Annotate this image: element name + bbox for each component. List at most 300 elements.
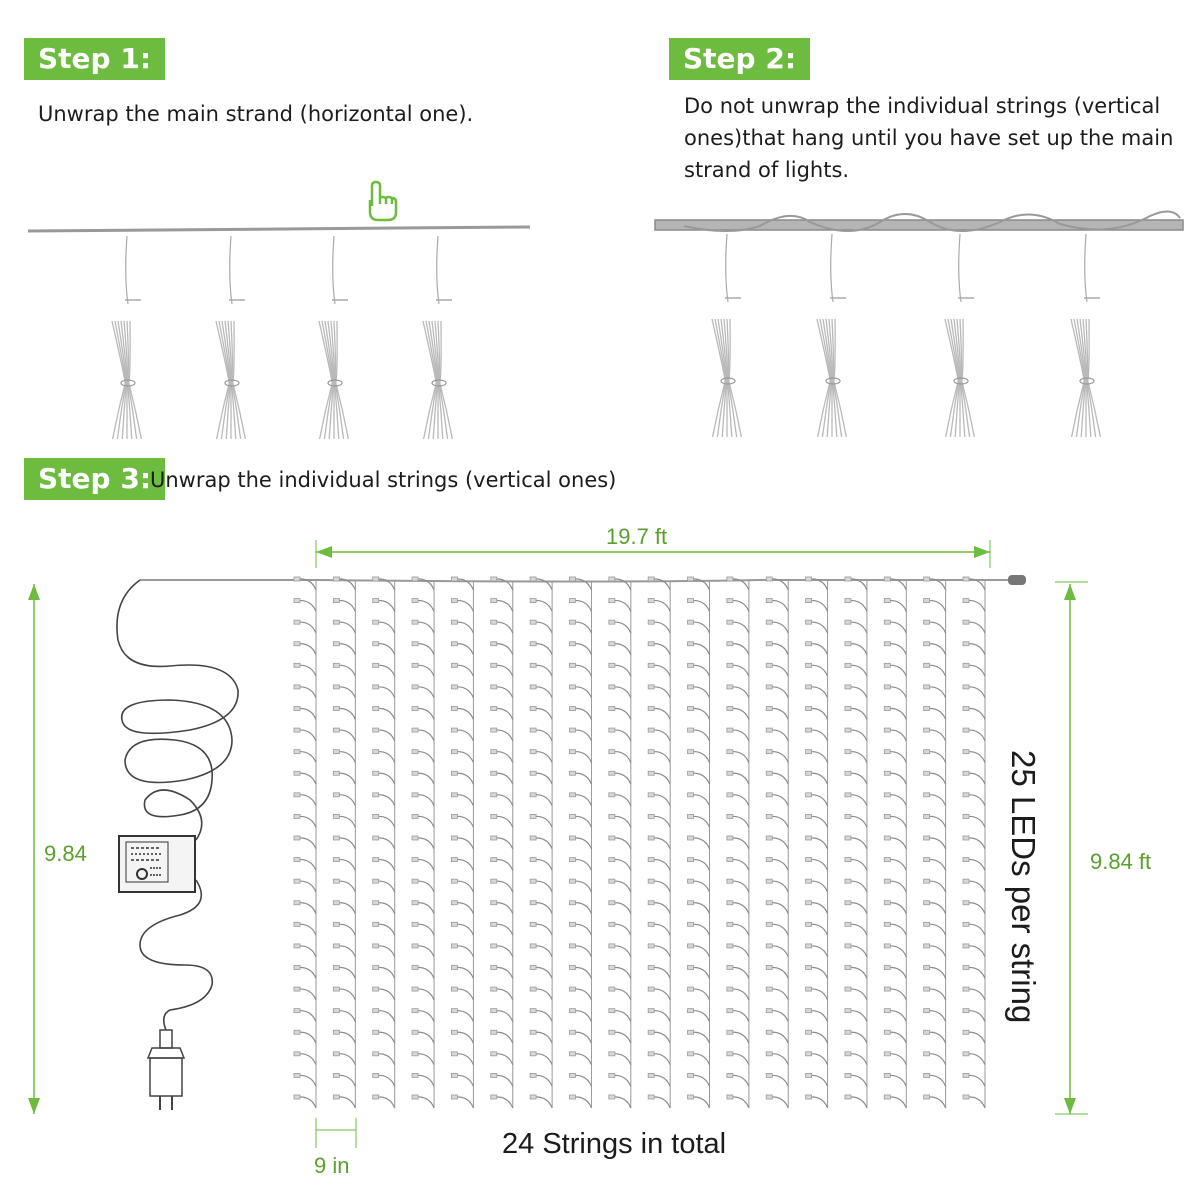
- led-bulb: [496, 1075, 513, 1086]
- light-string: [530, 577, 552, 1108]
- folded-string-bundle: [423, 236, 452, 439]
- led-cap: [373, 1073, 379, 1077]
- width-label: 19.7 ft: [606, 524, 668, 549]
- led-bulb: [417, 968, 434, 979]
- light-string: [766, 577, 788, 1108]
- led-bulb: [417, 1011, 434, 1022]
- led-bulb: [614, 1032, 631, 1043]
- led-bulb: [811, 601, 828, 612]
- led-cap: [569, 987, 575, 991]
- led-cap: [845, 814, 851, 818]
- led-bulb: [653, 816, 670, 827]
- led-bulb: [417, 644, 434, 655]
- led-cap: [373, 599, 379, 603]
- led-cap: [806, 836, 812, 840]
- folded-string-bundle: [817, 234, 846, 437]
- folded-string-bundle: [945, 234, 974, 437]
- led-cap: [569, 879, 575, 883]
- led-cap: [727, 879, 733, 883]
- light-string: [648, 577, 670, 1108]
- light-string: [963, 577, 985, 1108]
- led-bulb: [929, 709, 946, 720]
- led-cap: [963, 663, 969, 667]
- led-bulb: [417, 1054, 434, 1065]
- led-cap: [609, 1009, 615, 1013]
- led-bulb: [771, 601, 788, 612]
- led-bulb: [693, 816, 710, 827]
- led-bulb: [653, 1054, 670, 1065]
- led-cap: [609, 836, 615, 840]
- led-cap: [727, 922, 733, 926]
- led-bulb: [299, 838, 316, 849]
- led-cap: [569, 707, 575, 711]
- led-bulb: [653, 838, 670, 849]
- led-bulb: [850, 730, 867, 741]
- led-cap: [530, 858, 536, 862]
- led-bulb: [653, 968, 670, 979]
- led-bulb: [968, 1075, 985, 1086]
- led-bulb: [535, 773, 552, 784]
- led-cap: [963, 922, 969, 926]
- led-bulb: [968, 816, 985, 827]
- led-cap: [884, 901, 890, 905]
- led-cap: [884, 707, 890, 711]
- led-cap: [884, 620, 890, 624]
- led-bulb: [732, 816, 749, 827]
- right-height-arrow-top: [1064, 584, 1076, 600]
- led-cap: [963, 793, 969, 797]
- led-cap: [845, 793, 851, 797]
- led-cap: [373, 966, 379, 970]
- led-bulb: [653, 687, 670, 698]
- led-bulb: [614, 1054, 631, 1065]
- led-cap: [688, 944, 694, 948]
- led-bulb: [338, 838, 355, 849]
- led-bulb: [299, 709, 316, 720]
- led-cap: [530, 1073, 536, 1077]
- led-bulb: [535, 795, 552, 806]
- led-bulb: [889, 730, 906, 741]
- led-cap: [924, 750, 930, 754]
- led-cap: [412, 663, 418, 667]
- led-cap: [884, 1095, 890, 1099]
- led-cap: [609, 1052, 615, 1056]
- led-cap: [373, 728, 379, 732]
- led-cap: [924, 1009, 930, 1013]
- folded-string-bundle: [216, 236, 245, 439]
- led-bulb: [850, 924, 867, 935]
- led-bulb: [456, 1075, 473, 1086]
- led-bulb: [968, 881, 985, 892]
- led-bulb: [889, 881, 906, 892]
- led-cap: [530, 1095, 536, 1099]
- led-bulb: [771, 924, 788, 935]
- lead-cable-coil: [117, 580, 238, 840]
- led-bulb: [338, 1075, 355, 1086]
- led-cap: [727, 1052, 733, 1056]
- led-cap: [688, 1052, 694, 1056]
- led-bulb: [968, 989, 985, 1000]
- led-bulb: [456, 773, 473, 784]
- lead-cable-lower: [140, 880, 212, 1030]
- led-bulb: [771, 665, 788, 676]
- led-bulb: [417, 795, 434, 806]
- led-cap: [688, 750, 694, 754]
- led-cap: [569, 599, 575, 603]
- led-bulb: [929, 816, 946, 827]
- led-bulb: [811, 860, 828, 871]
- led-cap: [530, 814, 536, 818]
- led-bulb: [889, 946, 906, 957]
- led-bulb: [338, 816, 355, 827]
- folded-string-bundle: [319, 236, 348, 439]
- led-cap: [609, 620, 615, 624]
- total-strings-label: 24 Strings in total: [502, 1128, 727, 1160]
- led-bulb: [732, 622, 749, 633]
- led-cap: [451, 966, 457, 970]
- led-cap: [412, 1030, 418, 1034]
- led-bulb: [574, 881, 591, 892]
- led-bulb: [535, 924, 552, 935]
- led-cap: [491, 966, 497, 970]
- led-cap: [688, 1095, 694, 1099]
- led-cap: [294, 771, 300, 775]
- led-bulb: [417, 838, 434, 849]
- left-height-label: 9.84: [44, 841, 87, 866]
- led-cap: [727, 620, 733, 624]
- led-cap: [530, 879, 536, 883]
- led-cap: [963, 1052, 969, 1056]
- led-bulb: [693, 860, 710, 871]
- light-string: [294, 577, 316, 1108]
- led-bulb: [771, 1011, 788, 1022]
- led-cap: [530, 642, 536, 646]
- led-bulb: [732, 709, 749, 720]
- led-cap: [491, 814, 497, 818]
- led-bulb: [968, 1011, 985, 1022]
- led-bulb: [889, 773, 906, 784]
- led-cap: [884, 836, 890, 840]
- led-bulb: [693, 622, 710, 633]
- led-bulb: [456, 601, 473, 612]
- led-bulb: [850, 709, 867, 720]
- led-cap: [609, 750, 615, 754]
- led-bulb: [732, 773, 749, 784]
- led-cap: [451, 922, 457, 926]
- led-bulb: [653, 795, 670, 806]
- led-cap: [727, 728, 733, 732]
- left-height-arrow-top: [28, 584, 40, 600]
- folded-string-bundle: [112, 236, 141, 439]
- led-cap: [884, 858, 890, 862]
- led-cap: [924, 685, 930, 689]
- led-cap: [845, 771, 851, 775]
- led-bulb: [771, 773, 788, 784]
- led-bulb: [535, 816, 552, 827]
- led-cap: [294, 1073, 300, 1077]
- step-3-illustration: [28, 540, 1088, 1148]
- led-bulb: [968, 795, 985, 806]
- led-bulb: [732, 795, 749, 806]
- left-height-arrow-bottom: [28, 1098, 40, 1114]
- led-cap: [491, 836, 497, 840]
- led-cap: [491, 1052, 497, 1056]
- led-bulb: [574, 924, 591, 935]
- led-bulb: [574, 860, 591, 871]
- led-cap: [806, 685, 812, 689]
- led-bulb: [771, 1075, 788, 1086]
- led-bulb: [889, 644, 906, 655]
- led-bulb: [535, 838, 552, 849]
- led-bulb: [378, 860, 395, 871]
- led-bulb: [378, 1011, 395, 1022]
- led-cap: [688, 879, 694, 883]
- led-bulb: [614, 1097, 631, 1108]
- led-cap: [766, 944, 772, 948]
- led-cap: [845, 1052, 851, 1056]
- led-bulb: [574, 687, 591, 698]
- led-bulb: [338, 752, 355, 763]
- led-cap: [648, 836, 654, 840]
- led-bulb: [771, 1097, 788, 1108]
- led-cap: [845, 1095, 851, 1099]
- led-bulb: [299, 1054, 316, 1065]
- led-bulb: [535, 1097, 552, 1108]
- led-cap: [648, 987, 654, 991]
- led-cap: [924, 987, 930, 991]
- led-cap: [491, 707, 497, 711]
- led-cap: [727, 750, 733, 754]
- led-cap: [333, 944, 339, 948]
- led-bulb: [338, 601, 355, 612]
- led-bulb: [653, 644, 670, 655]
- led-cap: [806, 707, 812, 711]
- led-cap: [648, 793, 654, 797]
- led-bulb: [496, 946, 513, 957]
- led-bulb: [535, 665, 552, 676]
- led-cap: [648, 1030, 654, 1034]
- led-bulb: [574, 773, 591, 784]
- led-cap: [333, 728, 339, 732]
- led-cap: [806, 966, 812, 970]
- led-bulb: [574, 903, 591, 914]
- led-bulb: [929, 773, 946, 784]
- led-bulb: [574, 665, 591, 676]
- led-bulb: [378, 752, 395, 763]
- led-cap: [766, 922, 772, 926]
- led-bulb: [850, 989, 867, 1000]
- led-bulb: [693, 881, 710, 892]
- led-bulb: [653, 622, 670, 633]
- led-cap: [609, 858, 615, 862]
- led-cap: [451, 1009, 457, 1013]
- led-cap: [884, 987, 890, 991]
- led-bulb: [653, 709, 670, 720]
- led-bulb: [299, 1032, 316, 1043]
- led-cap: [963, 771, 969, 775]
- led-cap: [609, 793, 615, 797]
- led-bulb: [299, 622, 316, 633]
- led-bulb: [535, 946, 552, 957]
- light-string: [806, 577, 828, 1108]
- led-cap: [333, 987, 339, 991]
- folded-string-bundle: [712, 234, 741, 437]
- led-bulb: [929, 687, 946, 698]
- led-bulb: [456, 622, 473, 633]
- led-cap: [766, 901, 772, 905]
- led-cap: [884, 966, 890, 970]
- led-cap: [491, 642, 497, 646]
- led-cap: [806, 577, 812, 581]
- led-cap: [412, 771, 418, 775]
- led-bulb: [732, 644, 749, 655]
- led-cap: [294, 814, 300, 818]
- led-bulb: [338, 881, 355, 892]
- led-bulb: [929, 730, 946, 741]
- led-bulb: [299, 730, 316, 741]
- led-cap: [451, 987, 457, 991]
- led-cap: [451, 728, 457, 732]
- led-cap: [963, 814, 969, 818]
- led-cap: [688, 620, 694, 624]
- led-cap: [451, 750, 457, 754]
- led-cap: [924, 642, 930, 646]
- led-bulb: [299, 968, 316, 979]
- led-bulb: [614, 795, 631, 806]
- led-cap: [412, 987, 418, 991]
- led-cap: [845, 1009, 851, 1013]
- led-cap: [294, 901, 300, 905]
- led-cap: [884, 793, 890, 797]
- led-cap: [845, 879, 851, 883]
- led-bulb: [732, 1011, 749, 1022]
- led-bulb: [929, 838, 946, 849]
- led-cap: [609, 944, 615, 948]
- led-bulb: [614, 622, 631, 633]
- led-cap: [766, 707, 772, 711]
- led-bulb: [653, 881, 670, 892]
- led-cap: [491, 1095, 497, 1099]
- led-bulb: [771, 903, 788, 914]
- led-bulb: [811, 816, 828, 827]
- led-cap: [806, 750, 812, 754]
- led-cap: [766, 858, 772, 862]
- led-bulb: [732, 1075, 749, 1086]
- led-cap: [924, 879, 930, 883]
- led-bulb: [889, 1075, 906, 1086]
- led-cap: [688, 1009, 694, 1013]
- led-bulb: [693, 730, 710, 741]
- led-bulb: [496, 881, 513, 892]
- led-cap: [806, 944, 812, 948]
- led-bulb: [771, 644, 788, 655]
- led-bulb: [732, 730, 749, 741]
- led-cap: [924, 966, 930, 970]
- led-cap: [648, 728, 654, 732]
- led-cap: [806, 879, 812, 883]
- led-bulb: [811, 622, 828, 633]
- led-cap: [806, 1030, 812, 1034]
- led-cap: [569, 1009, 575, 1013]
- led-bulb: [653, 773, 670, 784]
- led-cap: [727, 1095, 733, 1099]
- led-cap: [373, 750, 379, 754]
- led-bulb: [732, 968, 749, 979]
- led-bulb: [929, 1011, 946, 1022]
- led-bulb: [968, 709, 985, 720]
- led-cap: [609, 814, 615, 818]
- led-cap: [924, 663, 930, 667]
- power-plug-icon: [148, 1030, 184, 1110]
- controller-box-icon: [119, 836, 195, 892]
- led-cap: [569, 663, 575, 667]
- led-cap: [294, 599, 300, 603]
- led-cap: [806, 922, 812, 926]
- led-bulb: [496, 924, 513, 935]
- led-cap: [727, 814, 733, 818]
- led-bulb: [338, 622, 355, 633]
- led-bulb: [574, 601, 591, 612]
- led-bulb: [929, 1054, 946, 1065]
- led-bulb: [496, 816, 513, 827]
- led-bulb: [417, 773, 434, 784]
- led-cap: [648, 858, 654, 862]
- led-cap: [924, 901, 930, 905]
- led-cap: [727, 987, 733, 991]
- led-cap: [333, 771, 339, 775]
- led-bulb: [850, 1032, 867, 1043]
- led-cap: [806, 901, 812, 905]
- led-cap: [884, 922, 890, 926]
- led-cap: [766, 728, 772, 732]
- led-cap: [530, 987, 536, 991]
- led-cap: [766, 577, 772, 581]
- led-bulb: [417, 1097, 434, 1108]
- led-cap: [688, 793, 694, 797]
- led-cap: [373, 858, 379, 862]
- led-bulb: [535, 601, 552, 612]
- led-cap: [727, 771, 733, 775]
- led-cap: [373, 707, 379, 711]
- led-cap: [884, 577, 890, 581]
- led-cap: [766, 599, 772, 603]
- led-cap: [727, 793, 733, 797]
- led-cap: [451, 642, 457, 646]
- led-cap: [294, 663, 300, 667]
- led-cap: [294, 922, 300, 926]
- led-bulb: [338, 709, 355, 720]
- led-cap: [569, 750, 575, 754]
- led-bulb: [338, 1097, 355, 1108]
- led-bulb: [968, 903, 985, 914]
- led-bulb: [299, 687, 316, 698]
- led-bulb: [850, 860, 867, 871]
- led-cap: [924, 771, 930, 775]
- led-cap: [569, 620, 575, 624]
- led-cap: [806, 620, 812, 624]
- led-bulb: [850, 773, 867, 784]
- led-cap: [530, 620, 536, 624]
- led-cap: [373, 1009, 379, 1013]
- led-cap: [727, 1073, 733, 1077]
- led-cap: [727, 707, 733, 711]
- led-cap: [530, 577, 536, 581]
- led-cap: [373, 1095, 379, 1099]
- led-bulb: [535, 1075, 552, 1086]
- led-cap: [451, 1095, 457, 1099]
- led-cap: [373, 577, 379, 581]
- led-bulb: [456, 881, 473, 892]
